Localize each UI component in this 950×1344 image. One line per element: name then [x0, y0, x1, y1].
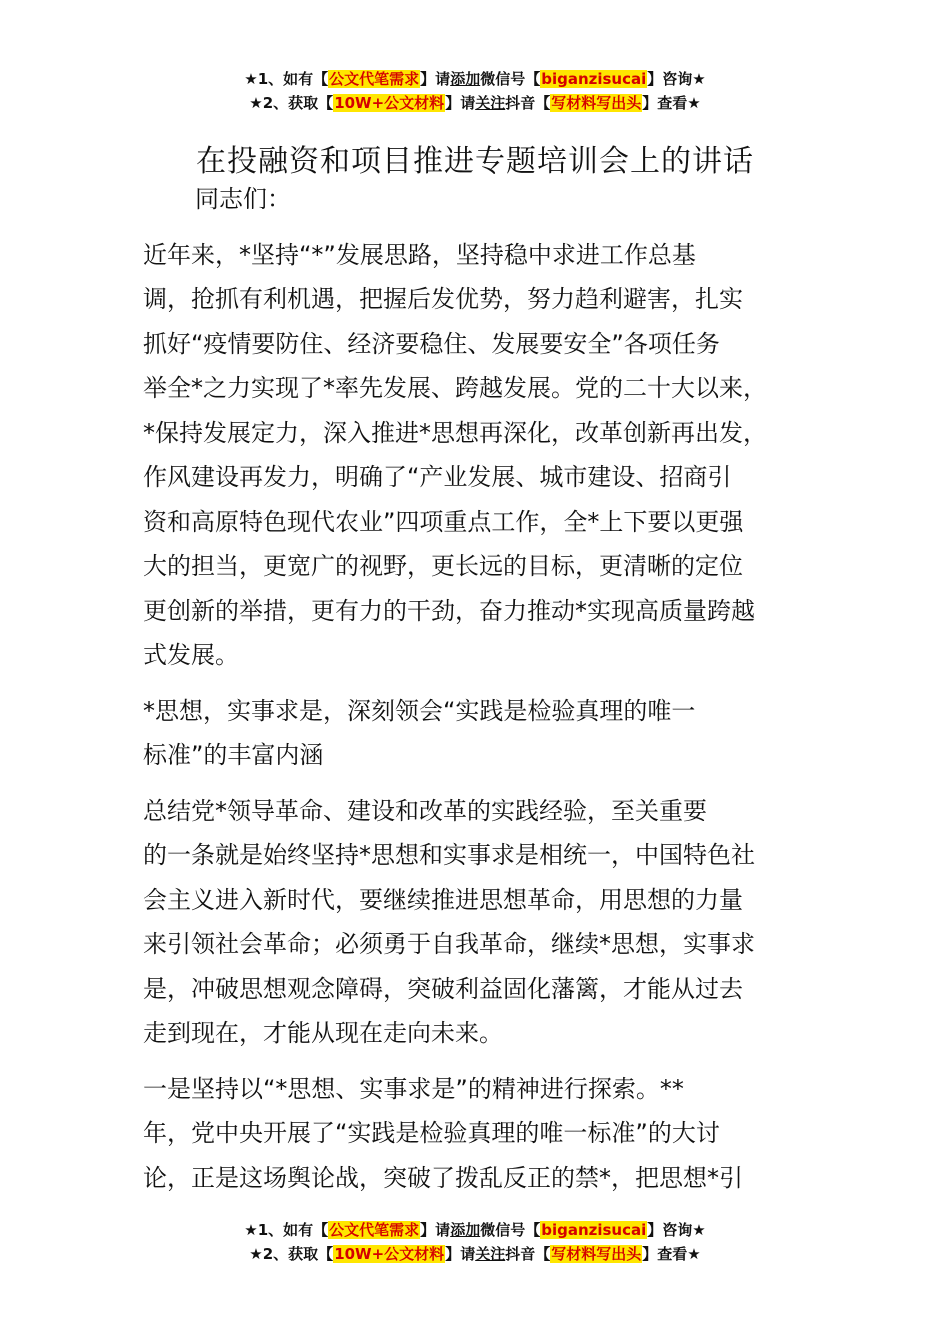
banner-line-2 — [0, 91, 950, 115]
paragraph-line: *思想，实事求是，深刻领会“实践是检验真理的唯一 — [143, 696, 696, 725]
banner-underline: 添加 — [450, 1221, 481, 1239]
banner-text: 】请 — [445, 1245, 476, 1263]
body-paragraph — [143, 789, 823, 1056]
paragraph-line: 一是坚持以“*思想、实事求是”的精神进行探索。** — [143, 1074, 684, 1103]
body-paragraph — [143, 1067, 823, 1201]
paragraph-line: 走到现在，才能从现在走向未来。 — [143, 1019, 503, 1047]
banner-text: 】请 — [420, 70, 451, 88]
paragraph-line: 式发展。 — [143, 641, 239, 669]
paragraph-line: 举全*之力实现了*率先发展、跨越发展。党的二十大以来， — [143, 374, 767, 402]
paragraph-line: 会主义进入新时代，要继续推进思想革命，用思想的力量 — [143, 885, 743, 914]
paragraph-line: 年，党中央开展了“实践是检验真理的唯一标准”的大讨 — [143, 1119, 720, 1147]
page-title: 在投融资和项目推进专题培训会上的讲话 — [196, 144, 754, 180]
banner-highlight: 10W+公文材料 — [334, 94, 445, 112]
banner-highlight: 公文代笔需求 — [329, 1221, 420, 1239]
banner-douyin-id: 写材料写出头 — [551, 94, 642, 112]
banner-text: 微信号【 — [480, 1221, 541, 1239]
paragraph-line: 是，冲破思想观念障碍，突破利益固化藩篱，才能从过去 — [143, 974, 743, 1003]
paragraph-line: 总结党*领导革命、建设和改革的实践经验，至关重要 — [143, 796, 707, 825]
salutation: 同志们： — [195, 185, 291, 213]
paragraph-line: 论，正是这场舆论战，突破了拨乱反正的禁*，把思想*引 — [143, 1163, 743, 1192]
paragraph-line: 抓好“疫情要防住、经济要稳住、发展要安全”各项任务 — [143, 329, 720, 358]
banner-text: 抖音【 — [505, 1245, 551, 1263]
banner-highlight: 10W+公文材料 — [334, 1245, 445, 1263]
banner-underline: 关注 — [475, 1245, 506, 1263]
banner-text: 微信号【 — [480, 70, 541, 88]
paragraph-line: 大的担当，更宽广的视野，更长远的目标，更清晰的定位 — [143, 552, 743, 580]
banner-text: 】请 — [445, 94, 476, 112]
paragraph-line: 的一条就是始终坚持*思想和实事求是相统一，中国特色社 — [143, 841, 755, 869]
paragraph-line: 调，抢抓有利机遇，把握后发优势，努力趋利避害，扎实 — [143, 285, 743, 313]
banner-wechat-id: biganzisucai — [541, 1221, 647, 1239]
banner-text: 】咨询★ — [647, 1221, 706, 1239]
body-paragraph — [143, 689, 823, 778]
paragraph-line: 来引领社会革命；必须勇于自我革命，继续*思想，实事求 — [143, 930, 755, 958]
banner-text: 】查看★ — [642, 94, 701, 112]
banner-line-1 — [0, 67, 950, 91]
banner-highlight: 公文代笔需求 — [329, 70, 420, 88]
paragraph-line: *保持发展定力，深入推进*思想再深化，改革创新再出发， — [143, 418, 767, 447]
banner-line-2 — [0, 1242, 950, 1266]
footer-banner — [0, 1218, 950, 1266]
body-paragraph — [143, 233, 823, 678]
document-body — [143, 177, 823, 1211]
banner-text: 】请 — [420, 1221, 451, 1239]
banner-underline: 添加 — [450, 70, 481, 88]
banner-text: 】查看★ — [642, 1245, 701, 1263]
paragraph-line: 资和高原特色现代农业”四项重点工作，全*上下要以更强 — [143, 507, 744, 536]
banner-douyin-id: 写材料写出头 — [551, 1245, 642, 1263]
banner-text: ★2、获取【 — [249, 1245, 334, 1263]
header-banner — [0, 67, 950, 115]
banner-text: ★1、如有【 — [244, 1221, 329, 1239]
banner-text: ★2、获取【 — [249, 94, 334, 112]
paragraph-line: 近年来，*坚持“*”发展思路，坚持稳中求进工作总基 — [143, 240, 696, 269]
banner-underline: 关注 — [475, 94, 506, 112]
banner-text: 抖音【 — [505, 94, 551, 112]
paragraph-list — [143, 233, 823, 1201]
paragraph-line: 标准”的丰富内涵 — [143, 741, 324, 769]
banner-wechat-id: biganzisucai — [541, 70, 647, 88]
banner-text: ★1、如有【 — [244, 70, 329, 88]
banner-text: 】咨询★ — [647, 70, 706, 88]
paragraph-line: 作风建设再发力，明确了“产业发展、城市建设、招商引 — [143, 463, 732, 491]
banner-line-1 — [0, 1218, 950, 1242]
paragraph-line: 更创新的举措，更有力的干劲，奋力推动*实现高质量跨越 — [143, 596, 755, 625]
